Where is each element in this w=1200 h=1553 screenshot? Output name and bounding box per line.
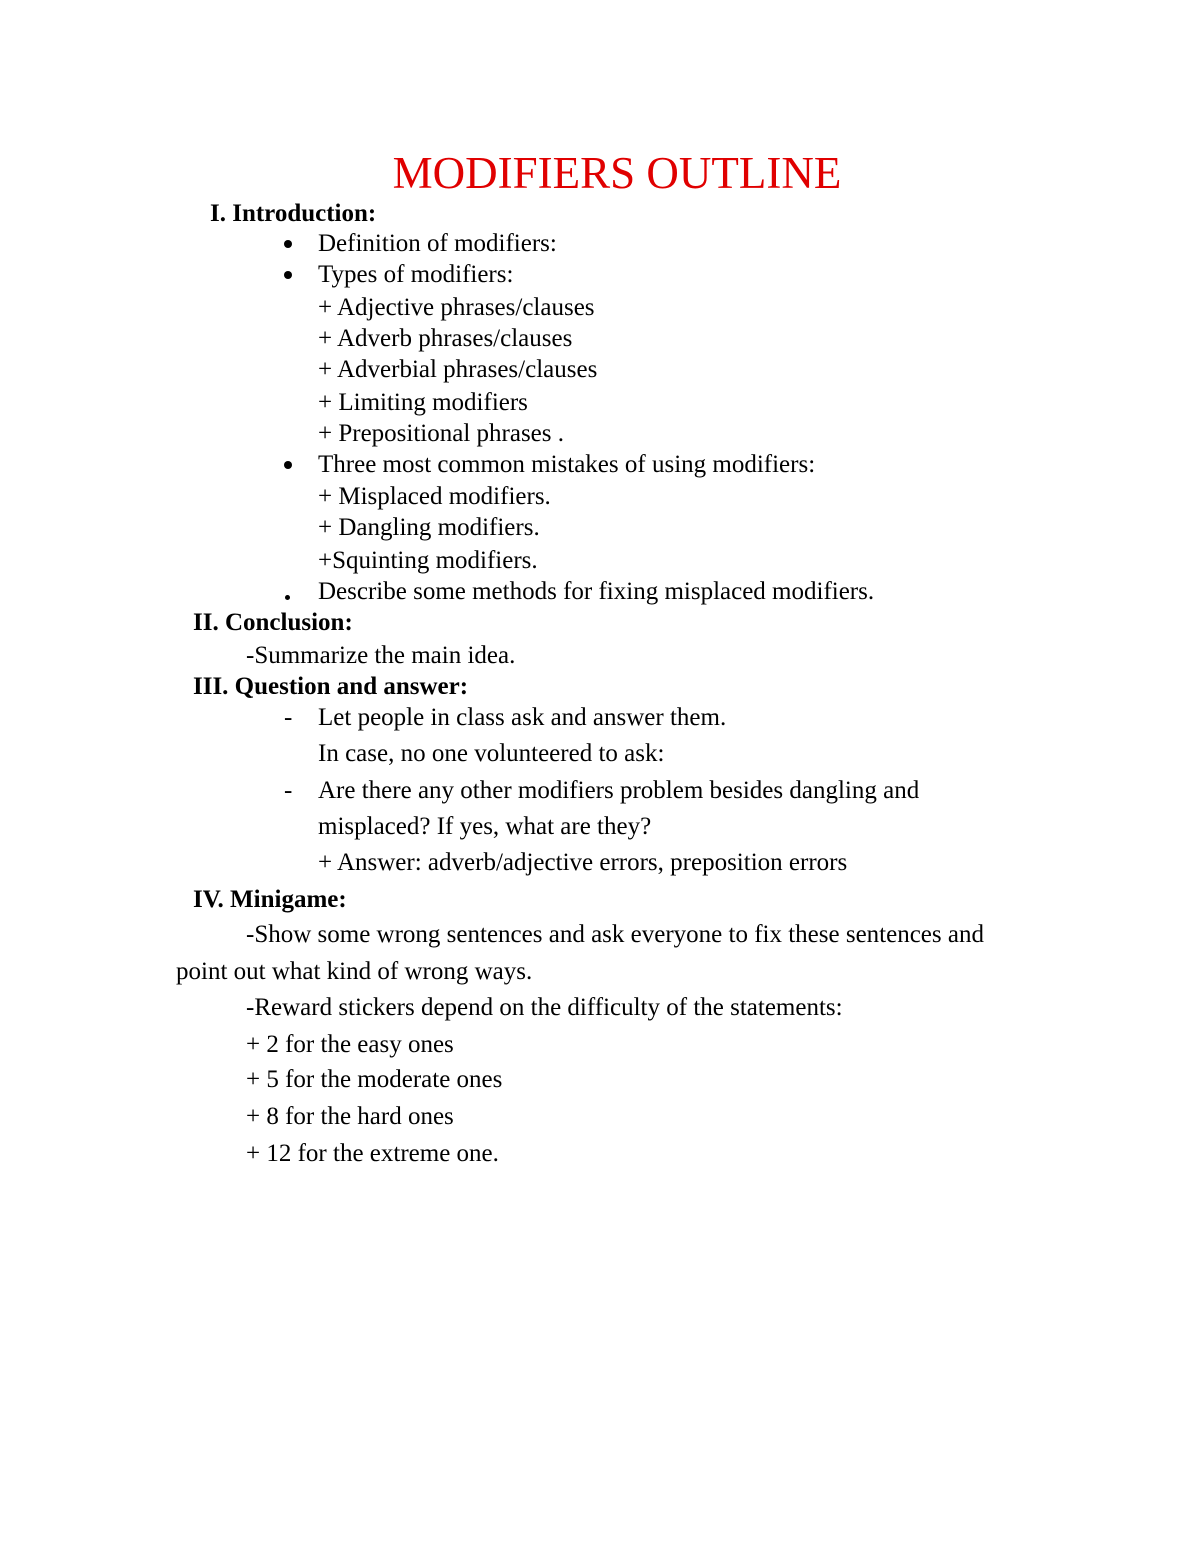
minigame-line-continued: point out what kind of wrong ways. <box>176 958 533 985</box>
bullet-icon <box>284 271 292 279</box>
qa-answer: + Answer: adverb/adjective errors, preposition errors <box>318 849 848 876</box>
bullet-mistakes: Three most common mistakes of using modifiers: <box>318 451 816 478</box>
minigame-reward-intro: -Reward stickers depend on the difficulty of the statements: <box>246 994 843 1021</box>
mistake-item: + Dangling modifiers. <box>318 514 540 541</box>
heading-question-answer: III. Question and answer: <box>193 673 469 700</box>
type-item: + Adjective phrases/clauses <box>318 294 595 321</box>
reward-item: + 8 for the hard ones <box>246 1103 454 1130</box>
document-title: MODIFIERS OUTLINE <box>392 148 842 198</box>
bullet-definition: Definition of modifiers: <box>318 230 557 257</box>
heading-minigame: IV. Minigame: <box>193 886 347 913</box>
type-item: + Adverbial phrases/clauses <box>318 356 598 383</box>
type-item: + Prepositional phrases . <box>318 420 565 447</box>
reward-item: + 12 for the extreme one. <box>246 1140 499 1167</box>
heading-conclusion: II. Conclusion: <box>193 609 353 636</box>
bullet-icon <box>284 240 292 248</box>
qa-item: Let people in class ask and answer them. <box>318 704 727 731</box>
reward-item: + 2 for the easy ones <box>246 1031 454 1058</box>
reward-item: + 5 for the moderate ones <box>246 1066 503 1093</box>
qa-item-continued: In case, no one volunteered to ask: <box>318 740 665 767</box>
conclusion-line: -Summarize the main idea. <box>246 642 516 669</box>
minigame-line: -Show some wrong sentences and ask everyone to fix these sentences and <box>246 921 984 948</box>
qa-question: Are there any other modifiers problem besides dangling and <box>318 777 920 804</box>
type-item: + Adverb phrases/clauses <box>318 325 573 352</box>
dash-marker: - <box>284 704 293 731</box>
bullet-methods: Describe some methods for fixing misplaced modifiers. <box>318 578 875 605</box>
mistake-item: + Misplaced modifiers. <box>318 483 551 510</box>
bullet-icon <box>285 595 290 600</box>
mistake-item: +Squinting modifiers. <box>318 547 538 574</box>
bullet-icon <box>284 461 292 469</box>
bullet-types: Types of modifiers: <box>318 261 514 288</box>
dash-marker: - <box>284 777 293 804</box>
type-item: + Limiting modifiers <box>318 389 528 416</box>
qa-question-continued: misplaced? If yes, what are they? <box>318 813 652 840</box>
heading-introduction: I. Introduction: <box>210 200 377 227</box>
